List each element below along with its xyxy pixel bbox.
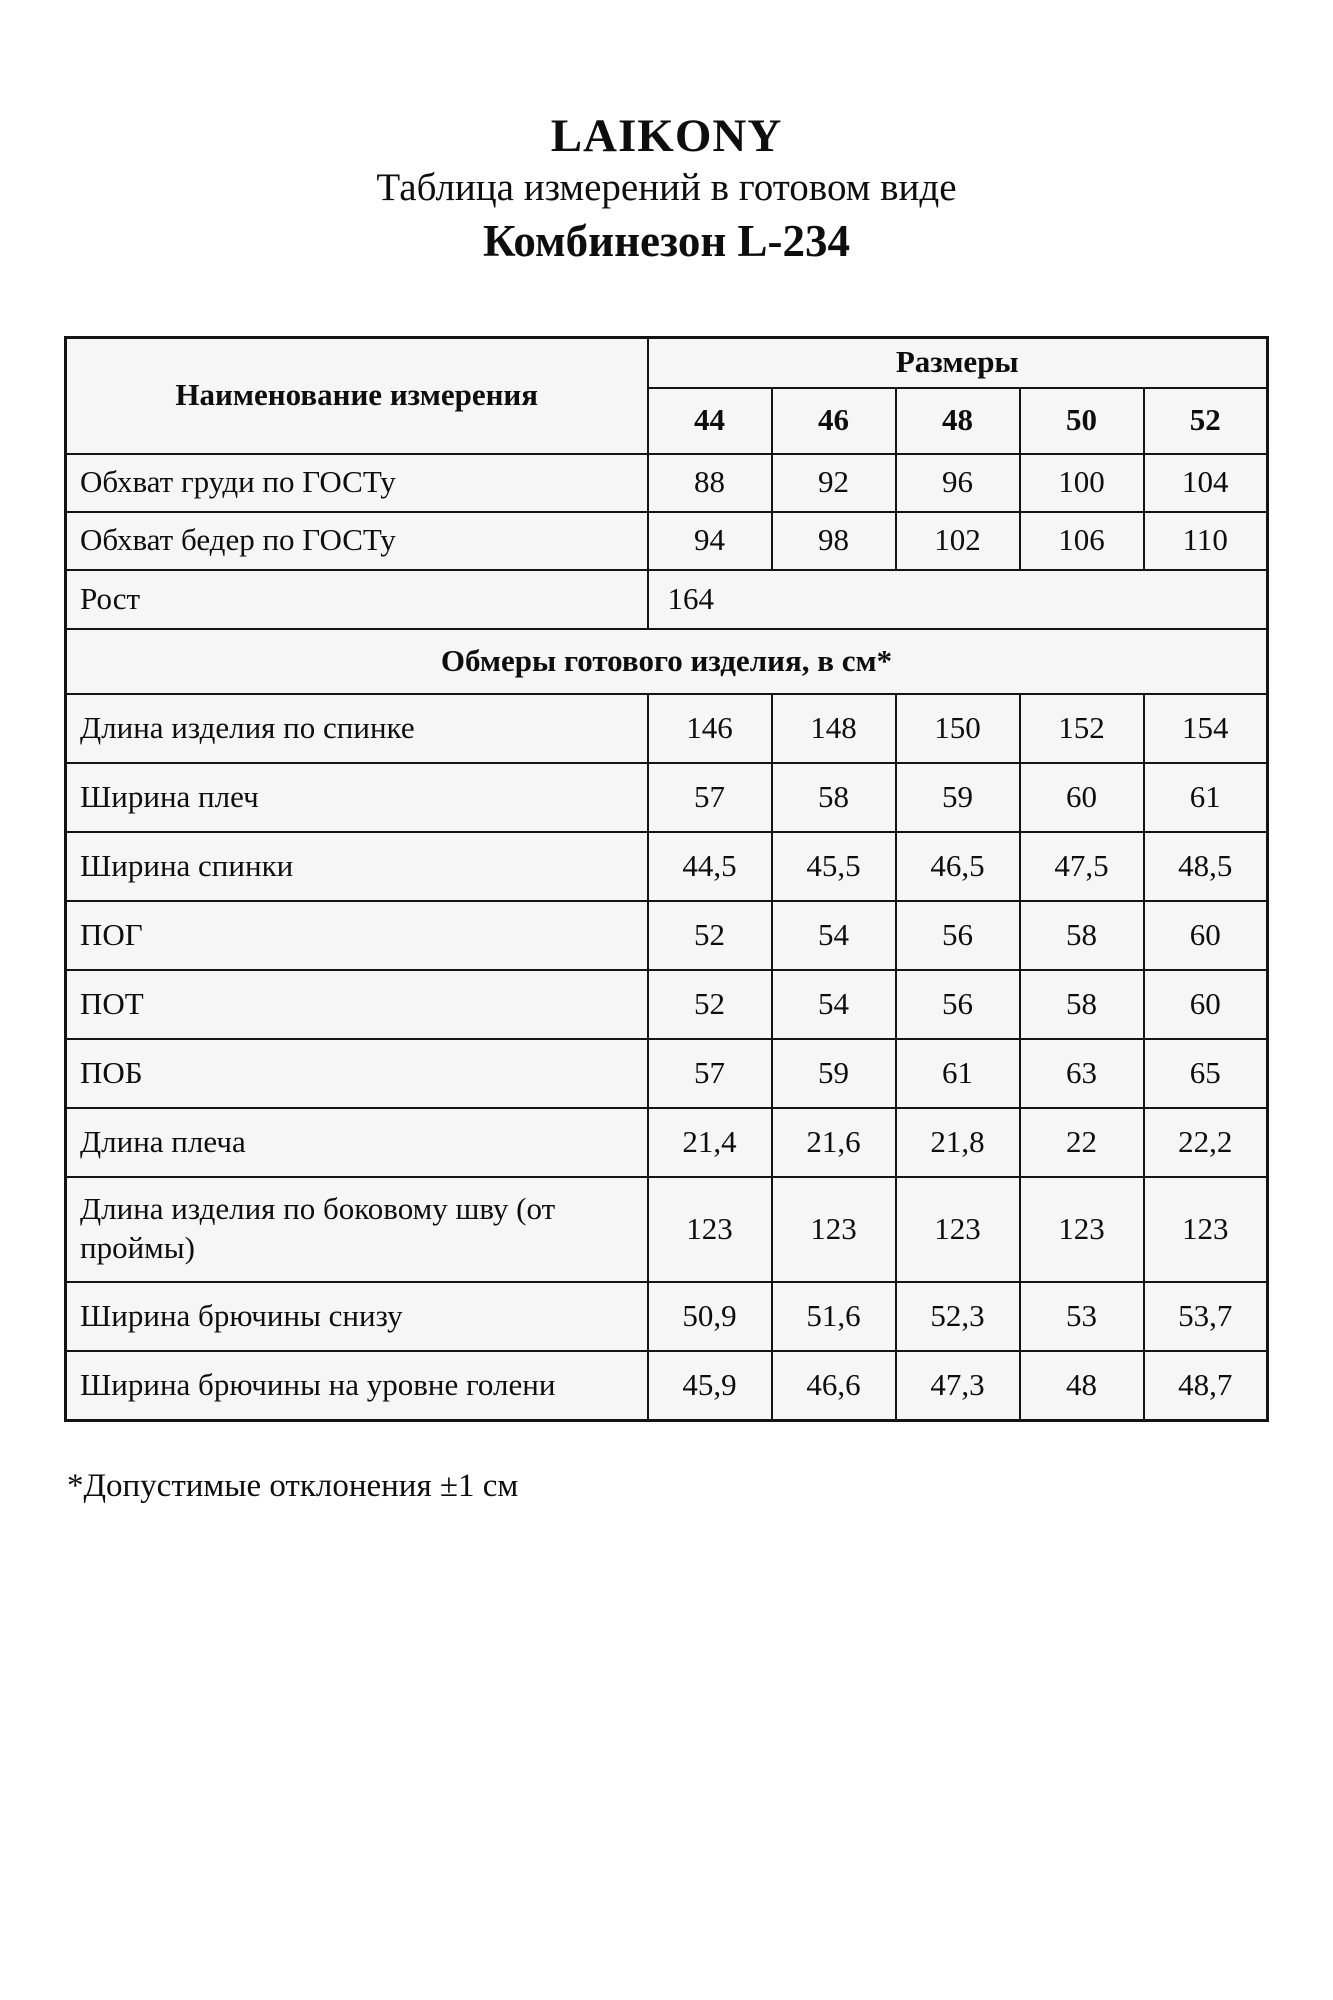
table-row: [66, 763, 1268, 832]
cell-value: 59: [896, 763, 1020, 832]
sizes-group-header: Размеры: [648, 337, 1268, 388]
cell-value: 56: [896, 901, 1020, 970]
cell-value: 54: [772, 901, 896, 970]
cell-value: 106: [1020, 512, 1144, 570]
cell-value: 123: [896, 1177, 1020, 1282]
brand-title: LAIKONY: [550, 110, 783, 162]
size-header-50: 50: [1020, 388, 1144, 454]
cell-value: 57: [648, 1039, 772, 1108]
cell-value: 47,3: [896, 1351, 1020, 1421]
table-row: [66, 512, 1268, 570]
row-label: ПОБ: [66, 1039, 648, 1108]
size-header-46: 46: [772, 388, 896, 454]
cell-value: 57: [648, 763, 772, 832]
cell-value: 148: [772, 694, 896, 763]
table-row: [66, 1108, 1268, 1177]
cell-value: 123: [648, 1177, 772, 1282]
cell-value: 54: [772, 970, 896, 1039]
cell-value: 58: [772, 763, 896, 832]
cell-value: 61: [1144, 763, 1268, 832]
table-row: [66, 970, 1268, 1039]
cell-value: 60: [1020, 763, 1144, 832]
cell-value: 65: [1144, 1039, 1268, 1108]
cell-value: 146: [648, 694, 772, 763]
cell-value: 21,6: [772, 1108, 896, 1177]
cell-value: 52,3: [896, 1282, 1020, 1351]
cell-value: 46,5: [896, 832, 1020, 901]
cell-value: 56: [896, 970, 1020, 1039]
cell-value: 45,9: [648, 1351, 772, 1421]
row-label: Ширина брючины снизу: [66, 1282, 648, 1351]
size-header-44: 44: [648, 388, 772, 454]
cell-value: 60: [1144, 970, 1268, 1039]
cell-value: 123: [1144, 1177, 1268, 1282]
row-label: Длина плеча: [66, 1108, 648, 1177]
cell-value: 52: [648, 901, 772, 970]
row-label: ПОТ: [66, 970, 648, 1039]
row-label: ПОГ: [66, 901, 648, 970]
table-row: [66, 454, 1268, 512]
height-value-cell: 164: [648, 570, 1268, 629]
cell-value: 21,4: [648, 1108, 772, 1177]
cell-value: 53,7: [1144, 1282, 1268, 1351]
cell-value: 96: [896, 454, 1020, 512]
table-row-height: [66, 570, 1268, 629]
cell-value: 100: [1020, 454, 1144, 512]
size-header-52: 52: [1144, 388, 1268, 454]
row-label: Ширина спинки: [66, 832, 648, 901]
cell-value: 59: [772, 1039, 896, 1108]
table-row: [66, 901, 1268, 970]
row-label: Обхват бедер по ГОСТу: [66, 512, 648, 570]
product-title: Комбинезон L-234: [482, 216, 850, 267]
cell-value: 53: [1020, 1282, 1144, 1351]
cell-value: 44,5: [648, 832, 772, 901]
cell-value: 52: [648, 970, 772, 1039]
cell-value: 104: [1144, 454, 1268, 512]
table-row: [66, 1351, 1268, 1421]
table-row: [66, 832, 1268, 901]
measurement-table: [64, 336, 1269, 1422]
cell-value: 94: [648, 512, 772, 570]
name-column-header: Наименование измерения: [66, 337, 648, 454]
cell-value: 58: [1020, 901, 1144, 970]
title-block: [64, 112, 1269, 266]
cell-value: 98: [772, 512, 896, 570]
cell-value: 22: [1020, 1108, 1144, 1177]
cell-value: 63: [1020, 1039, 1144, 1108]
row-label: Длина изделия по боковому шву (от проймы): [66, 1177, 648, 1282]
cell-value: 60: [1144, 901, 1268, 970]
cell-value: 102: [896, 512, 1020, 570]
cell-value: 46,6: [772, 1351, 896, 1421]
cell-value: 152: [1020, 694, 1144, 763]
row-label: Ширина брючины на уровне голени: [66, 1351, 648, 1421]
cell-value: 51,6: [772, 1282, 896, 1351]
cell-value: 50,9: [648, 1282, 772, 1351]
cell-value: 48: [1020, 1351, 1144, 1421]
cell-value: 123: [772, 1177, 896, 1282]
row-label: Длина изделия по спинке: [66, 694, 648, 763]
table-row: [66, 1282, 1268, 1351]
size-header-48: 48: [896, 388, 1020, 454]
cell-value: 47,5: [1020, 832, 1144, 901]
cell-value: 150: [896, 694, 1020, 763]
table-subtitle: Таблица измерений в готовом виде: [376, 166, 957, 210]
row-label: Ширина плеч: [66, 763, 648, 832]
table-row: [66, 694, 1268, 763]
cell-value: 92: [772, 454, 896, 512]
section-band-row: [66, 629, 1268, 694]
cell-value: 154: [1144, 694, 1268, 763]
cell-value: 58: [1020, 970, 1144, 1039]
cell-value: 48,7: [1144, 1351, 1268, 1421]
cell-value: 123: [1020, 1177, 1144, 1282]
cell-value: 21,8: [896, 1108, 1020, 1177]
row-label: Обхват груди по ГОСТу: [66, 454, 648, 512]
table-row: [66, 1039, 1268, 1108]
cell-value: 61: [896, 1039, 1020, 1108]
footnote: *Допустимые отклонения ±1 см: [67, 1467, 519, 1504]
cell-value: 48,5: [1144, 832, 1268, 901]
cell-value: 45,5: [772, 832, 896, 901]
row-label: Рост: [66, 570, 648, 629]
cell-value: 22,2: [1144, 1108, 1268, 1177]
table-row: [66, 1177, 1268, 1282]
document-page: [64, 0, 1269, 1505]
section-band-title: Обмеры готового изделия, в см*: [66, 629, 1268, 694]
cell-value: 88: [648, 454, 772, 512]
cell-value: 110: [1144, 512, 1268, 570]
header-row-sizes-group: [66, 337, 1268, 388]
